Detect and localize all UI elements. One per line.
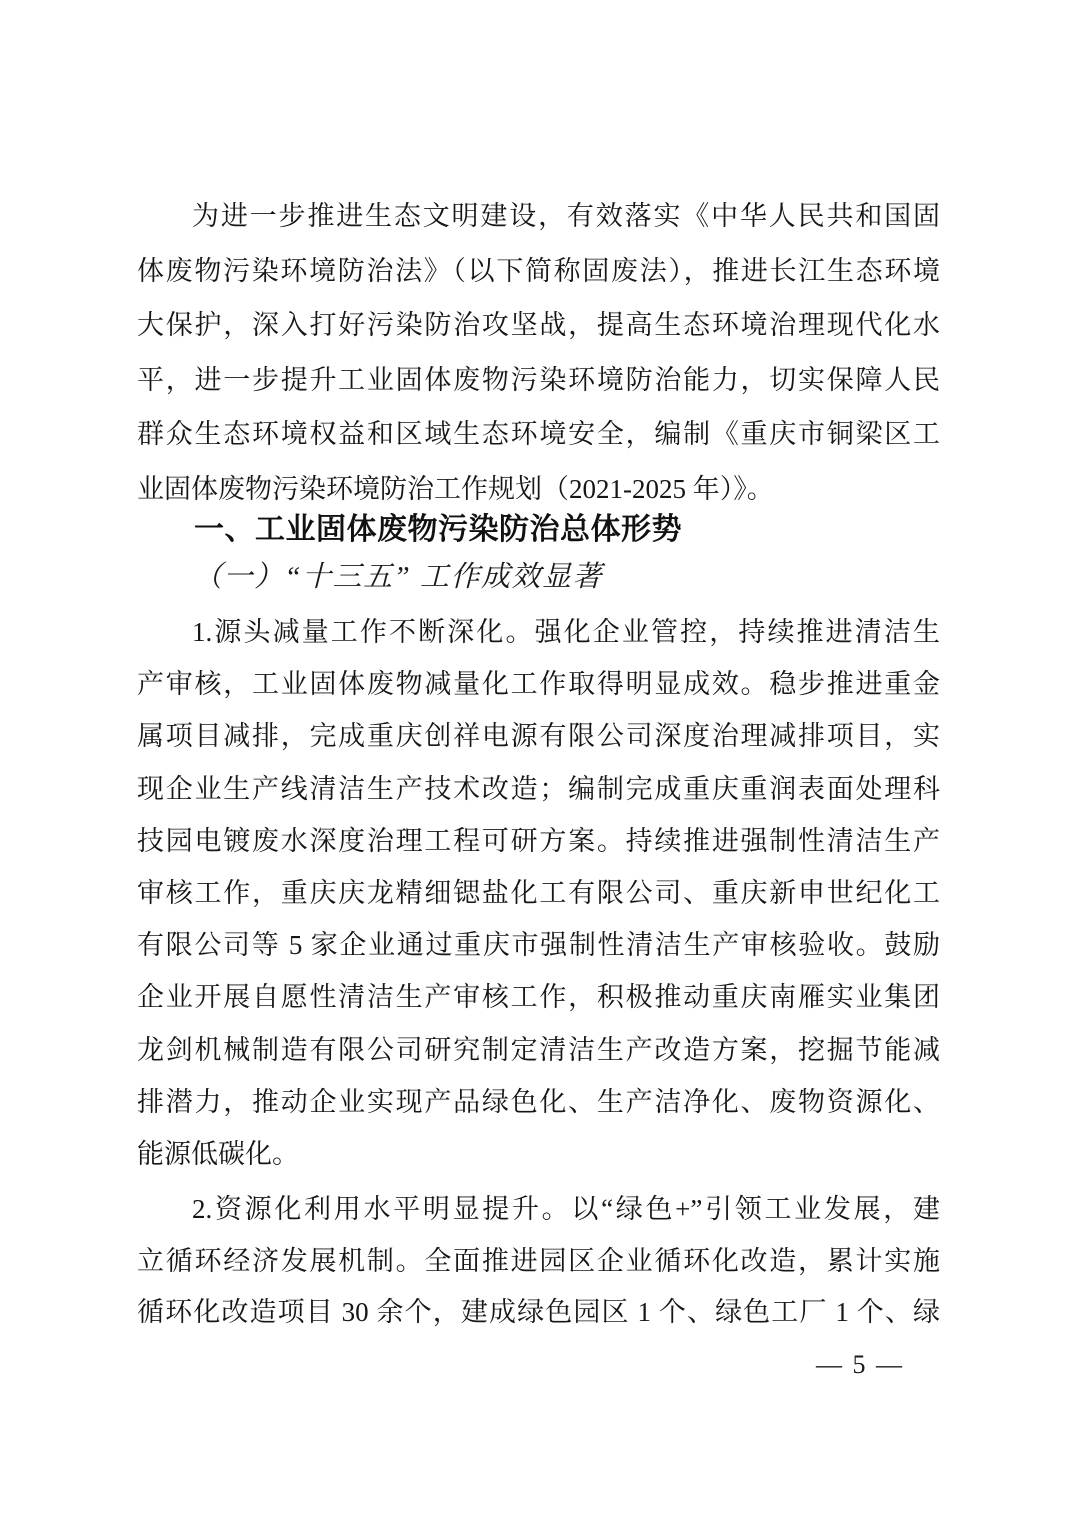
text-line: 为进一步推进生态文明建设，有效落实《中华人民共和国固 — [192, 201, 940, 231]
text-line: 能源低碳化。 — [137, 1138, 299, 1169]
text-line: 大保护，深入打好污染防治攻坚战，提高生态环境治理现代化水 — [137, 310, 940, 340]
text-line: 审核工作，重庆庆龙精细锶盐化工有限公司、重庆新申世纪化工 — [137, 877, 940, 908]
section-heading: 一、工业固体废物污染防治总体形势 — [194, 513, 682, 546]
intro-paragraph — [137, 189, 940, 516]
text-line: 技园电镀废水深度治理工程可研方案。持续推进强制性清洁生产 — [137, 825, 940, 856]
text-line: 体废物污染环境防治法》（以下简称固废法），推进长江生态环境 — [137, 255, 940, 286]
text-line: 群众生态环境权益和区域生态环境安全，编制《重庆市铜梁区工 — [137, 419, 940, 449]
text-line: 现企业生产线清洁生产技术改造；编制完成重庆重润表面处理科 — [137, 773, 940, 804]
text-line: 产审核，工业固体废物减量化工作取得明显成效。稳步推进重金 — [137, 669, 940, 700]
text-line: 2.资源化利用水平明显提升。以“绿色+”引领工业发展，建 — [192, 1194, 940, 1225]
page-number: — 5 — — [816, 1350, 904, 1379]
text-line: 龙剑机械制造有限公司研究制定清洁生产改造方案，挖掘节能减 — [137, 1034, 940, 1065]
text-line: 循环化改造项目 30 余个，建成绿色园区 1 个、绿色工厂 1 个、绿 — [137, 1297, 940, 1328]
text-line: 属项目减排，完成重庆创祥电源有限公司深度治理减排项目，实 — [137, 721, 940, 752]
text-line: 排潜力，推动企业实现产品绿色化、生产洁净化、废物资源化、 — [137, 1086, 940, 1117]
text-line: 1.源头减量工作不断深化。强化企业管控，持续推进清洁生 — [192, 617, 940, 647]
paragraph-resource-utilization — [137, 1184, 940, 1339]
text-line: 有限公司等 5 家企业通过重庆市强制性清洁生产审核验收。鼓励 — [137, 930, 940, 961]
text-line: 企业开展自愿性清洁生产审核工作，积极推动重庆南雁实业集团 — [137, 982, 940, 1013]
subsection-heading: （一）“十三五” 工作成效显著 — [193, 561, 604, 593]
document-body — [137, 189, 940, 1339]
text-line: 业固体废物污染环境防治工作规划（2021-2025 年）》。 — [137, 473, 774, 504]
paragraph-source-reduction — [137, 606, 940, 1180]
text-line: 平，进一步提升工业固体废物污染环境防治能力，切实保障人民 — [137, 364, 940, 395]
text-line: 立循环经济发展机制。全面推进园区企业循环化改造，累计实施 — [137, 1245, 940, 1276]
